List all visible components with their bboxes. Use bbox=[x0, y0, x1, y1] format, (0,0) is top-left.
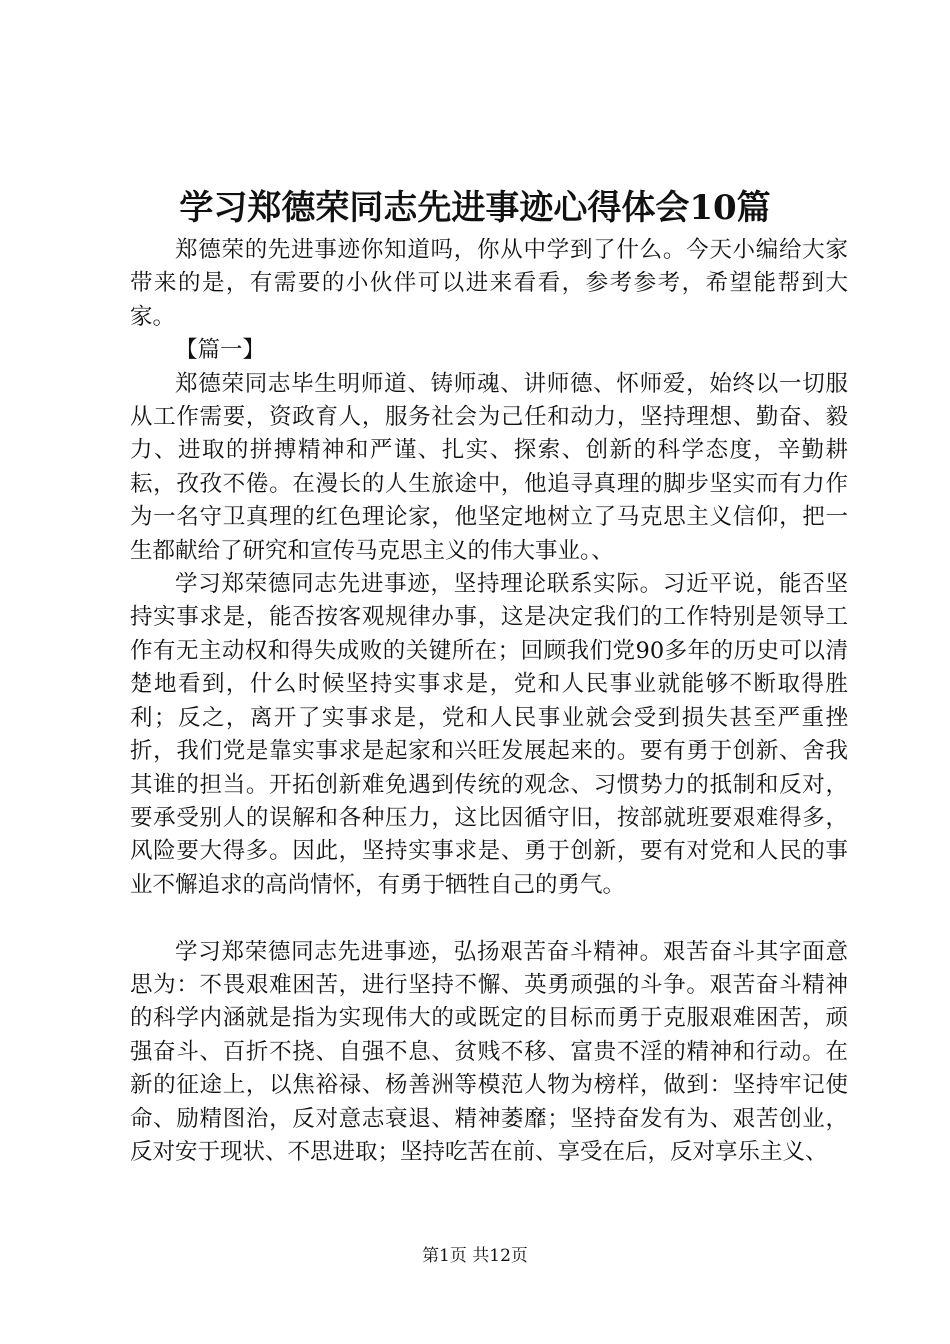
intro-paragraph: 郑德荣的先进事迹你知道吗，你从中学到了什么。今天小编给大家带来的是，有需要的小伙伴可以进来看看，参考参考，希望能帮到大家。 bbox=[130, 237, 848, 330]
document-title: 学习郑德荣同志先进事迹心得体会10篇 bbox=[179, 188, 771, 228]
body-paragraph-2: 学习郑荣德同志先进事迹，坚持理论联系实际。习近平说，能否坚持实事求是，能否按客观规律办事，这是决定我们的工作特别是领导工作有无主动权和得失成败的关键所在；回顾我们党90多年的历史可以清楚地看到，什么时候坚持实事求是，党和人民事业就能够不断取得胜利；反之，离开了实事求是，党和人民事业就会受到损失甚至严重挫折，我们党是靠实事求是起家和兴旺发展起来的。要有勇于创新、舍我其谁的担当。开拓创新难免遇到传统的观念、习惯势力的抵制和反对，要承受别人的误解和各种压力，这比因循守旧，按部就班要艰难得多，风险要大得多。因此，坚持实事求是、勇于创新，要有对党和人民的事业不懈追求的高尚情怀，有勇于牺牲自己的勇气。 bbox=[130, 571, 848, 898]
section-heading: 【篇一】 bbox=[175, 337, 266, 364]
body-paragraph-3: 学习郑荣德同志先进事迹，弘扬艰苦奋斗精神。艰苦奋斗其字面意思为：不畏艰难困苦，进行坚持不懈、英勇顽强的斗争。艰苦奋斗精神的科学内涵就是指为实现伟大的或既定的目标而勇于克服艰难困苦，顽强奋斗、百折不挠、自强不息、贫贱不移、富贵不淫的精神和行动。在新的征途上，以焦裕禄、杨善洲等模范人物为榜样，做到：坚持牢记使命、励精图治，反对意志衰退、精神萎靡；坚持奋发有为、艰苦创业，反对安于现状、不思进取；坚持吃苦在前、享受在后，反对享乐主义、 bbox=[130, 938, 848, 1165]
page-footer: 第1页 共12页 bbox=[422, 1246, 528, 1266]
body-paragraph-1: 郑德荣同志毕生明师道、铸师魂、讲师德、怀师爱，始终以一切服从工作需要，资政育人，服务社会为己任和动力，坚持理想、勤奋、毅力、进取的拼搏精神和严谨、扎实、探索、创新的科学态度，辛勤耕耘，孜孜不倦。在漫长的人生旅途中，他追寻真理的脚步坚实而有力作为一名守卫真理的红色理论家，他坚定地树立了马克思主义信仰，把一生都献给了研究和宣传马克思主义的伟大事业。、 bbox=[130, 370, 848, 564]
paragraph-spacer bbox=[130, 902, 848, 935]
document-body bbox=[130, 234, 848, 1169]
